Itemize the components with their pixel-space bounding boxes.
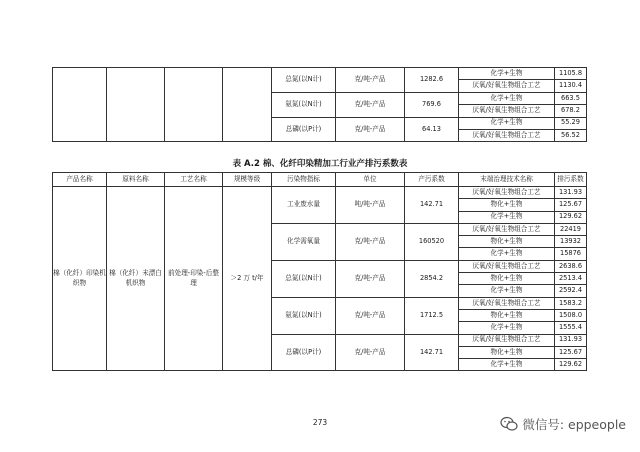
unit-cell: 吨/吨-产品 [336,187,405,224]
material-cell: 棉（化纤）未漂白机织物 [107,187,165,371]
header-discharge-coef: 排污系数 [555,173,587,187]
empty-cell [165,68,223,142]
discharge-coef-cell: 129.62 [555,359,587,371]
treatment-tech-cell: 厌氧/好氧生物组合工艺 [459,129,555,141]
header-unit: 单位 [336,173,405,187]
production-coef-cell: 1282.6 [405,68,459,93]
treatment-tech-cell: 物化+生物 [459,236,555,248]
discharge-coef-cell: 1583.2 [555,297,587,309]
unit-cell: 克/吨-产品 [336,334,405,371]
table-title: 表 A.2 棉、化纤印染精加工行业产排污系数表 [232,159,408,169]
treatment-tech-cell: 厌氧/好氧生物组合工艺 [459,187,555,199]
header-indicator: 污染物指标 [272,173,336,187]
discharge-coef-cell: 663.5 [555,92,587,104]
unit-cell: 克/吨-产品 [336,260,405,297]
discharge-coef-cell: 1555.4 [555,322,587,334]
discharge-coef-cell: 131.93 [555,334,587,346]
treatment-tech-cell: 物化+生物 [459,199,555,211]
process-cell: 前处理-印染-后整理 [165,187,223,371]
treatment-tech-cell: 厌氧/好氧生物组合工艺 [459,334,555,346]
previous-table-continuation [52,67,587,142]
indicator-cell: 总磷(以P计) [272,334,336,371]
treatment-tech-cell: 厌氧/好氧生物组合工艺 [459,80,555,92]
treatment-tech-cell: 化学+生物 [459,322,555,334]
discharge-coef-cell: 129.62 [555,211,587,223]
treatment-tech-cell: 化学+生物 [459,248,555,260]
indicator-cell: 工业废水量 [272,187,336,224]
product-cell: 棉（化纤）印染机织物 [53,187,107,371]
discharge-coef-cell: 1130.4 [555,80,587,92]
treatment-tech-cell: 化学+生物 [459,211,555,223]
unit-cell: 克/吨-产品 [336,92,405,117]
indicator-cell: 总氮(以N计) [272,260,336,297]
discharge-coef-cell: 678.2 [555,105,587,117]
unit-cell: 克/吨-产品 [336,68,405,93]
treatment-tech-cell: 厌氧/好氧生物组合工艺 [459,297,555,309]
header-treatment-tech: 末端治理技术名称 [459,173,555,187]
emission-coefficient-table [52,172,587,371]
page-number: 273 [312,418,328,427]
table-row [53,68,587,80]
treatment-tech-cell: 厌氧/好氧生物组合工艺 [459,260,555,272]
scale-cell: ＞2 万 t/年 [223,187,272,371]
production-coef-cell: 769.6 [405,92,459,117]
empty-cell [223,68,272,142]
treatment-tech-cell: 化学+生物 [459,285,555,297]
wechat-icon [500,416,518,432]
treatment-tech-cell: 物化+生物 [459,273,555,285]
discharge-coef-cell: 2513.4 [555,273,587,285]
indicator-cell: 氨氮(以N计) [272,92,336,117]
header-scale: 规模等级 [223,173,272,187]
discharge-coef-cell: 1105.8 [555,68,587,80]
discharge-coef-cell: 22419 [555,223,587,235]
indicator-cell: 总氮(以N计) [272,68,336,93]
treatment-tech-cell: 物化+生物 [459,309,555,321]
treatment-tech-cell: 物化+生物 [459,346,555,358]
production-coef-cell: 2854.2 [405,260,459,297]
treatment-tech-cell: 厌氧/好氧生物组合工艺 [459,223,555,235]
treatment-tech-cell: 化学+生物 [459,359,555,371]
treatment-tech-cell: 化学+生物 [459,68,555,80]
table-row [53,187,587,199]
discharge-coef-cell: 131.93 [555,187,587,199]
header-production-coef: 产污系数 [405,173,459,187]
discharge-coef-cell: 56.52 [555,129,587,141]
watermark-text: 微信号: eppeople [522,417,626,432]
discharge-coef-cell: 125.67 [555,199,587,211]
indicator-cell: 总磷(以P计) [272,117,336,142]
discharge-coef-cell: 1508.0 [555,309,587,321]
treatment-tech-cell: 化学+生物 [459,92,555,104]
unit-cell: 克/吨-产品 [336,117,405,142]
discharge-coef-cell: 55.29 [555,117,587,129]
discharge-coef-cell: 125.67 [555,346,587,358]
production-coef-cell: 64.13 [405,117,459,142]
production-coef-cell: 160520 [405,223,459,260]
discharge-coef-cell: 15876 [555,248,587,260]
empty-cell [107,68,165,142]
treatment-tech-cell: 化学+生物 [459,117,555,129]
discharge-coef-cell: 13932 [555,236,587,248]
treatment-tech-cell: 厌氧/好氧生物组合工艺 [459,105,555,117]
discharge-coef-cell: 2592.4 [555,285,587,297]
indicator-cell: 氨氮(以N计) [272,297,336,334]
production-coef-cell: 142.71 [405,334,459,371]
unit-cell: 克/吨-产品 [336,297,405,334]
production-coef-cell: 142.71 [405,187,459,224]
unit-cell: 克/吨-产品 [336,223,405,260]
production-coef-cell: 1712.5 [405,297,459,334]
empty-cell [53,68,107,142]
discharge-coef-cell: 2638.6 [555,260,587,272]
header-process: 工艺名称 [165,173,223,187]
header-product: 产品名称 [53,173,107,187]
header-material: 原料名称 [107,173,165,187]
table-header-row [53,173,587,187]
indicator-cell: 化学需氧量 [272,223,336,260]
wechat-watermark [500,415,626,433]
